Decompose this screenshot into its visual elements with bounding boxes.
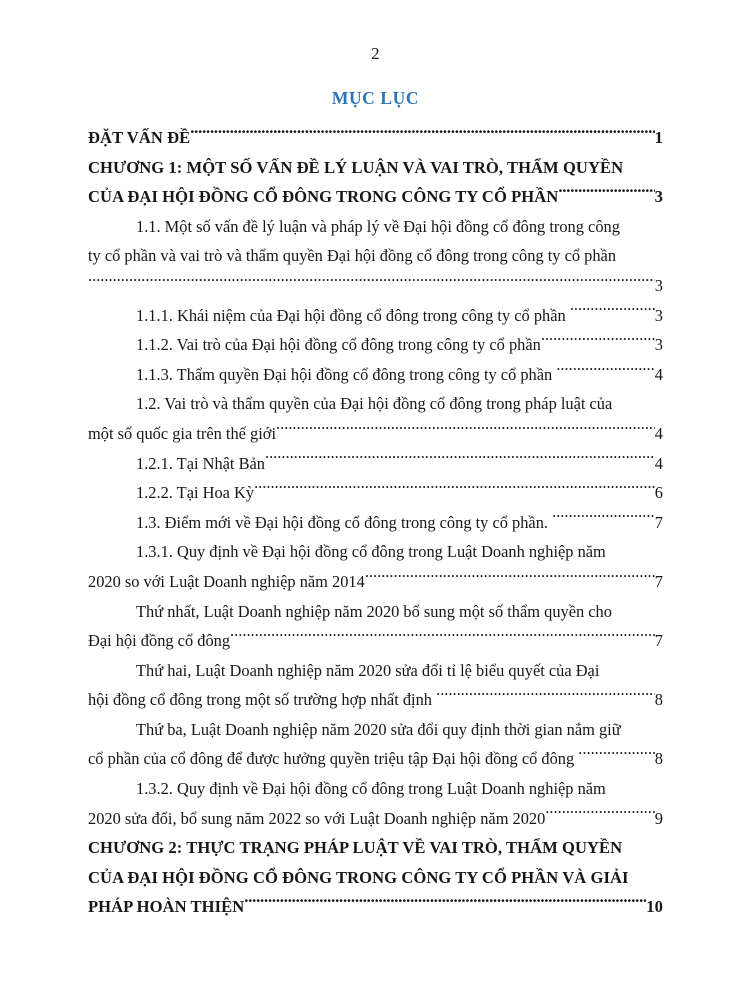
dot-leader	[244, 896, 646, 913]
dot-leader	[276, 423, 655, 439]
toc-page-number: 7	[654, 512, 663, 532]
toc-entry-row	[88, 626, 663, 656]
toc-entry-line: 1.3.1. Quy định về Đại hội đồng cổ đông trong Luật Doanh nghiệp năm	[136, 542, 606, 562]
toc-entry-row	[88, 804, 663, 834]
toc-entry-label: hội đồng cổ đông trong một số trường hợp nhất định	[88, 690, 437, 710]
toc-page-number: 4	[654, 453, 663, 473]
toc-page-number: 3	[654, 187, 663, 207]
toc-entry-row	[88, 567, 663, 597]
page-title: MỤC LỤC	[331, 88, 420, 108]
toc-page-number: 3	[654, 305, 663, 325]
toc-page-number: 9	[654, 808, 663, 828]
toc-page-number: 7	[654, 571, 663, 591]
toc-entry-label: CỦA ĐẠI HỘI ĐỒNG CỔ ĐÔNG TRONG CÔNG TY CỔ PHẦN	[88, 187, 559, 207]
toc-entry-line: ty cổ phần và vai trò và thẩm quyền Đại hội đồng cổ đông trong công ty cổ phần	[88, 246, 617, 266]
toc-page-number: 7	[654, 631, 663, 651]
toc-entry[interactable]	[88, 389, 663, 448]
toc-entry[interactable]	[88, 715, 663, 774]
toc-entry-label: 2020 sửa đổi, bổ sung năm 2022 so với Luật Doanh nghiệp năm 2020	[88, 808, 546, 828]
toc-entry-row	[88, 123, 663, 153]
toc-entry-label: PHÁP HOÀN THIỆN	[88, 897, 245, 917]
toc-entry-line: CHƯƠNG 1: MỘT SỐ VẤN ĐỀ LÝ LUẬN VÀ VAI TRÒ, THẨM QUYỀN	[88, 157, 624, 177]
toc-entry-row	[88, 892, 663, 922]
toc-entry-row	[88, 508, 663, 538]
toc-entry[interactable]	[88, 478, 663, 508]
toc-entry-line: 1.3.2. Quy định về Đại hội đồng cổ đông trong Luật Doanh nghiệp năm	[136, 779, 606, 799]
dot-leader	[230, 630, 655, 646]
toc-entry[interactable]	[88, 123, 663, 153]
toc-page-number: 4	[654, 364, 663, 384]
dot-leader	[436, 689, 655, 705]
toc-entry-label: 1.1.1. Khái niệm của Đại hội đồng cổ đông trong công ty cổ phần	[136, 305, 570, 325]
toc-entry-line: 1.2. Vai trò và thẩm quyền của Đại hội đồng cổ đông trong pháp luật của	[136, 394, 613, 414]
toc-entry-row	[88, 478, 663, 508]
toc-page-number: 6	[654, 483, 663, 503]
toc-entry-label: 1.1.3. Thẩm quyền Đại hội đồng cổ đông trong công ty cổ phần	[136, 364, 557, 384]
toc-entry[interactable]	[88, 360, 663, 390]
toc-page-number: 8	[654, 690, 663, 710]
dot-leader	[88, 275, 655, 291]
toc-entry-label: cổ phần của cổ đông để được hưởng quyền triệu tập Đại hội đồng cổ đông	[88, 749, 579, 769]
toc-entry-row	[88, 330, 663, 360]
toc-entry-row	[88, 449, 663, 479]
toc-page-number: 10	[646, 897, 663, 917]
toc-entry-row	[88, 744, 663, 774]
dot-leader	[541, 334, 655, 350]
toc-entry[interactable]	[88, 597, 663, 656]
toc-entry-row	[88, 419, 663, 449]
toc-page-number: 4	[654, 423, 663, 443]
toc-entry-line: Thứ nhất, Luật Doanh nghiệp năm 2020 bổ sung một số thẩm quyền cho	[136, 601, 612, 621]
toc-entry-label: ĐẶT VẤN ĐỀ	[88, 128, 191, 147]
dot-leader	[558, 186, 654, 203]
toc-entry-row	[88, 271, 663, 301]
toc-entry[interactable]	[88, 833, 663, 922]
toc-entry-line: Thứ hai, Luật Doanh nghiệp năm 2020 sửa đổi tỉ lệ biểu quyết của Đại	[136, 660, 600, 680]
toc-entry[interactable]	[88, 656, 663, 715]
toc-page-number: 3	[654, 275, 663, 295]
page-number: 2	[371, 44, 380, 63]
toc-entry-line: Thứ ba, Luật Doanh nghiệp năm 2020 sửa đổi quy định thời gian nắm giữ	[136, 719, 621, 739]
toc-entry-line: CHƯƠNG 2: THỰC TRẠNG PHÁP LUẬT VỀ VAI TRÒ, THẨM QUYỀN	[88, 838, 623, 858]
dot-leader	[545, 807, 654, 823]
toc-entry[interactable]	[88, 153, 663, 212]
toc-entry-label: 1.3. Điểm mới về Đại hội đồng cổ đông trong công ty cổ phần.	[136, 512, 553, 532]
dot-leader	[552, 511, 655, 527]
dot-leader	[570, 304, 655, 320]
table-of-contents	[88, 123, 663, 922]
toc-entry[interactable]	[88, 301, 663, 331]
toc-entry-label: 1.1.2. Vai trò của Đại hội đồng cổ đông trong công ty cổ phần	[136, 335, 541, 355]
dot-leader	[556, 363, 654, 379]
dot-leader	[578, 748, 655, 764]
dot-leader	[254, 482, 655, 498]
toc-entry-label: một số quốc gia trên thế giới	[88, 423, 277, 443]
toc-entry[interactable]	[88, 212, 663, 301]
toc-entry[interactable]	[88, 449, 663, 479]
toc-entry-line: 1.1. Một số vấn đề lý luận và pháp lý về Đại hội đồng cổ đông trong công	[136, 216, 620, 236]
toc-entry[interactable]	[88, 774, 663, 833]
toc-page-number: 1	[654, 128, 663, 147]
toc-entry-label: 1.2.2. Tại Hoa Kỳ	[136, 483, 255, 503]
dot-leader	[190, 126, 654, 143]
toc-entry[interactable]	[88, 537, 663, 596]
toc-page-number: 8	[654, 749, 663, 769]
toc-entry-row	[88, 685, 663, 715]
dot-leader	[365, 571, 655, 587]
toc-entry-row	[88, 182, 663, 212]
toc-entry-row	[88, 301, 663, 331]
toc-entry-label: 1.2.1. Tại Nhật Bản	[136, 453, 265, 473]
toc-entry-label: Đại hội đồng cổ đông	[88, 631, 231, 651]
page-content	[88, 0, 663, 922]
dot-leader	[265, 452, 655, 468]
toc-entry[interactable]	[88, 508, 663, 538]
toc-entry-line: CỦA ĐẠI HỘI ĐỒNG CỔ ĐÔNG TRONG CÔNG TY CỔ PHẦN VÀ GIẢI	[88, 867, 629, 887]
toc-entry[interactable]	[88, 330, 663, 360]
toc-entry-row	[88, 360, 663, 390]
toc-page-number: 3	[654, 335, 663, 355]
toc-entry-label: 2020 so với Luật Doanh nghiệp năm 2014	[88, 571, 365, 591]
